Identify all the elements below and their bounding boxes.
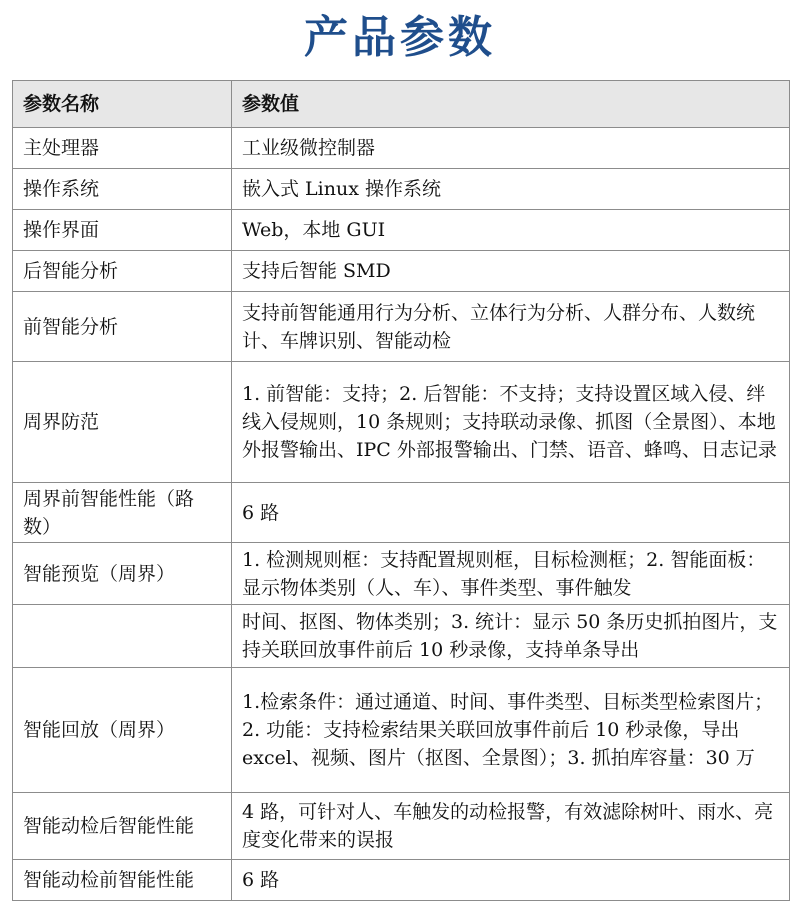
param-value: 6 路 [232,483,790,543]
table-row [13,793,790,860]
param-value: 工业级微控制器 [232,128,790,169]
table-row [13,292,790,362]
param-value: 1.检索条件：通过通道、时间、事件类型、目标类型检索图片；2. 功能：支持检索结果关联回放事件前后 10 秒录像，导出 excel、视频、图片（抠图、全景图）；3. 抓拍库容量：30 万 [232,668,790,793]
table-row [13,128,790,169]
param-value: 嵌入式 Linux 操作系统 [232,169,790,210]
param-name: 操作系统 [13,169,232,210]
param-value: 4 路，可针对人、车触发的动检报警，有效滤除树叶、雨水、亮度变化带来的误报 [232,793,790,860]
header-param-name: 参数名称 [13,81,232,128]
param-name: 主处理器 [13,128,232,169]
table-row [13,668,790,793]
table-header-row [13,81,790,128]
param-name: 后智能分析 [13,251,232,292]
param-value: 时间、抠图、物体类别；3. 统计：显示 50 条历史抓拍图片，支持关联回放事件前后 10 秒录像，支持单条导出 [232,605,790,668]
param-value: 1. 检测规则框：支持配置规则框，目标检测框；2. 智能面板：显示物体类别（人、车）、事件类型、事件触发 [232,543,790,605]
param-name: 智能回放（周界） [13,668,232,793]
table-row [13,860,790,901]
param-name: 智能动检后智能性能 [13,793,232,860]
table-row [13,210,790,251]
param-name: 智能预览（周界） [13,543,232,605]
param-value: 1. 前智能：支持；2. 后智能：不支持；支持设置区域入侵、绊线入侵规则，10 条规则；支持联动录像、抓图（全景图）、本地外报警输出、IPC 外部报警输出、门禁、语音、蜂鸣、日志记录 [232,362,790,483]
param-value: 支持后智能 SMD [232,251,790,292]
table-row [13,169,790,210]
table-row [13,362,790,483]
table-row [13,483,790,543]
table-row [13,543,790,605]
param-name: 智能动检前智能性能 [13,860,232,901]
param-value: Web，本地 GUI [232,210,790,251]
table-row [13,251,790,292]
param-name: 前智能分析 [13,292,232,362]
param-value: 6 路 [232,860,790,901]
table-row [13,605,790,668]
spec-table [12,80,790,901]
param-name: 操作界面 [13,210,232,251]
header-param-value: 参数值 [232,81,790,128]
param-value: 支持前智能通用行为分析、立体行为分析、人群分布、人数统计、车牌识别、智能动检 [232,292,790,362]
param-name: 周界防范 [13,362,232,483]
param-name [13,605,232,668]
param-name: 周界前智能性能（路数） [13,483,232,543]
page-title: 产品参数 [304,12,496,63]
